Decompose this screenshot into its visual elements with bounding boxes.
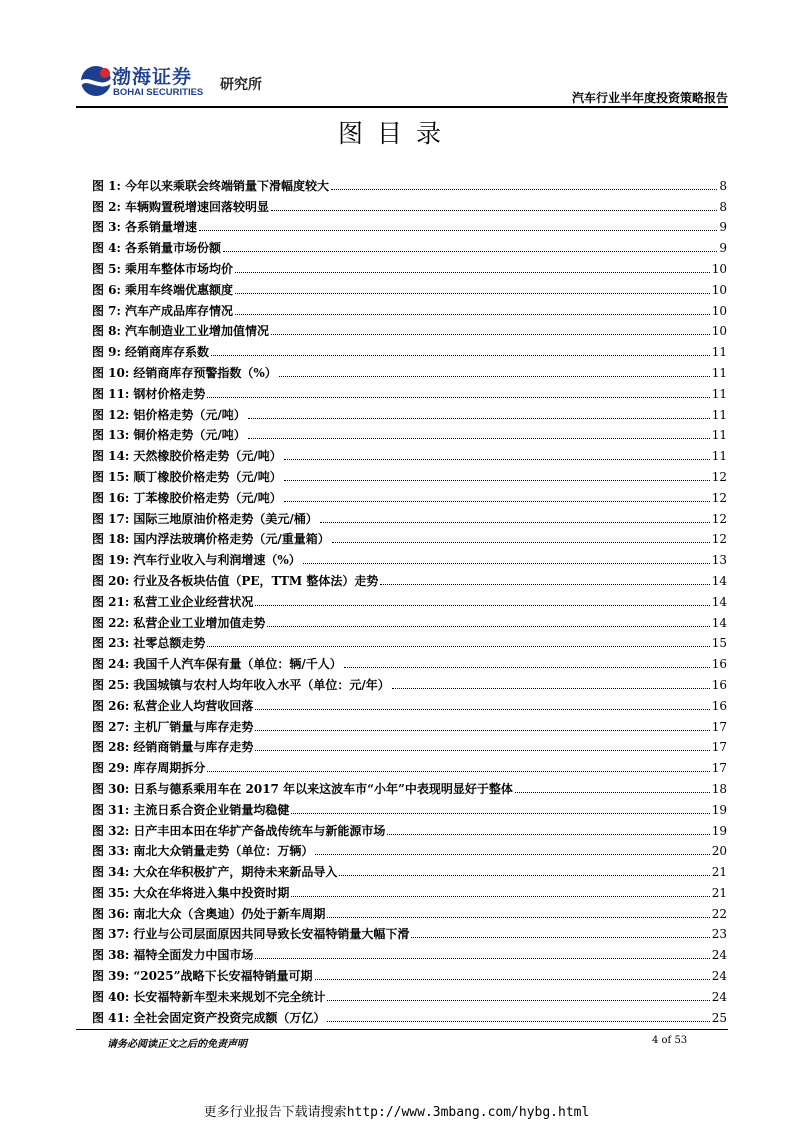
toc-entry[interactable] (92, 650, 727, 671)
toc-leader-dots (387, 834, 709, 835)
toc-page-number: 16 (711, 657, 727, 672)
toc-figure-title: 顺丁橡胶价格走势（元/吨） (133, 469, 282, 484)
toc-entry[interactable] (92, 359, 727, 380)
toc-figure-label: 图 15: (92, 469, 130, 484)
toc-figure-title: 南北大众（含奥迪）仍处于新车周期 (133, 906, 326, 921)
toc-entry[interactable] (92, 318, 727, 339)
toc-page-number: 25 (711, 1010, 727, 1025)
toc-figure-label: 图 40: (92, 989, 130, 1004)
promo-link[interactable]: http://www.3mbang.com/hybg.html (346, 1105, 590, 1120)
promo-text: 更多行业报告下载请搜索 (203, 1105, 347, 1120)
toc-figure-label: 图 13: (92, 428, 130, 443)
toc-leader-dots (339, 875, 709, 876)
logo-chinese-name: 渤海证券 (112, 66, 193, 88)
toc-entry[interactable] (92, 172, 727, 193)
toc-figure-title: 各系销量增速 (124, 220, 197, 235)
toc-figure-label: 图 33: (92, 844, 130, 859)
toc-leader-dots (255, 730, 709, 731)
toc-figure-title: 各系销量市场份额 (124, 241, 221, 256)
toc-page-number: 11 (711, 345, 727, 360)
toc-figure-title: 丁苯橡胶价格走势（元/吨） (133, 490, 282, 505)
toc-page-number: 12 (711, 511, 727, 526)
toc-figure-title: 今年以来乘联会终端销量下滑幅度较大 (124, 178, 329, 193)
toc-page-number: 11 (711, 386, 727, 401)
toc-figure-title: 经销商库存预警指数（%） (133, 365, 277, 380)
toc-entry[interactable] (92, 380, 727, 401)
toc-figure-title: 我国城镇与农村人均年收入水平（单位：元/年） (133, 677, 390, 692)
toc-entry[interactable] (92, 879, 727, 900)
toc-leader-dots (327, 1000, 709, 1001)
toc-entry[interactable] (92, 442, 727, 463)
toc-figure-title: 大众在华将进入集中投资时期 (133, 885, 290, 900)
toc-figure-label: 图 11: (92, 386, 130, 401)
toc-leader-dots (223, 251, 717, 252)
toc-entry[interactable] (92, 526, 727, 547)
toc-figure-title: 铜价格走势（元/吨） (133, 428, 246, 443)
toc-page-number: 17 (711, 761, 727, 776)
toc-entry[interactable] (92, 900, 727, 921)
toc-figure-title: 铝价格走势（元/吨） (133, 407, 246, 422)
toc-page-number: 12 (711, 532, 727, 547)
toc-figure-title: 日产丰田本田在华扩产备战传统车与新能源市场 (133, 823, 386, 838)
toc-page-number: 21 (711, 885, 727, 900)
toc-leader-dots (303, 563, 710, 564)
toc-entry[interactable] (92, 671, 727, 692)
toc-figure-label: 图 31: (92, 802, 130, 817)
toc-entry[interactable] (92, 941, 727, 962)
toc-page-number: 23 (711, 927, 727, 942)
toc-entry[interactable] (92, 692, 727, 713)
toc-figure-title: 私营企业工业增加值走势 (133, 615, 266, 630)
toc-figure-label: 图 21: (92, 594, 130, 609)
toc-leader-dots (284, 459, 710, 460)
toc-leader-dots (255, 750, 709, 751)
toc-leader-dots (207, 771, 709, 772)
toc-page-number: 10 (711, 303, 727, 318)
toc-leader-dots (411, 937, 709, 938)
toc-figure-title: 钢材价格走势 (133, 386, 206, 401)
toc-figure-label: 图 26: (92, 698, 130, 713)
toc-page-number: 24 (711, 969, 727, 984)
toc-figure-label: 图 32: (92, 823, 130, 838)
toc-leader-dots (235, 314, 710, 315)
toc-figure-title: 乘用车终端优惠额度 (124, 282, 233, 297)
toc-entry[interactable] (92, 214, 727, 235)
toc-figure-label: 图 23: (92, 636, 130, 651)
toc-entry[interactable] (92, 276, 727, 297)
toc-figure-label: 图 18: (92, 532, 130, 547)
toc-leader-dots (235, 293, 710, 294)
toc-figure-label: 图 27: (92, 719, 130, 734)
promo-banner (0, 1101, 793, 1120)
toc-entry[interactable] (92, 484, 727, 505)
logo-english-name: BOHAI SECURITIES (113, 87, 204, 98)
toc-figure-label: 图 16: (92, 490, 130, 505)
toc-figure-title: 私营工业企业经营状况 (133, 594, 254, 609)
toc-figure-label: 图 30: (92, 781, 130, 796)
toc-figure-label: 图 35: (92, 885, 130, 900)
toc-leader-dots (235, 272, 710, 273)
toc-figure-title: 主机厂销量与库存走势 (133, 719, 254, 734)
toc-figure-title: 我国千人汽车保有量（单位：辆/千人） (133, 657, 342, 672)
toc-figure-title: 天然橡胶价格走势（元/吨） (133, 449, 282, 464)
page-number: 4 of 53 (652, 1035, 688, 1046)
toc-entry[interactable] (92, 921, 727, 942)
toc-leader-dots (255, 958, 709, 959)
toc-figure-label: 图 7: (92, 303, 121, 318)
toc-page-number: 14 (711, 594, 727, 609)
toc-figure-title: 私营企业人均营收回落 (133, 698, 254, 713)
toc-page-number: 21 (711, 865, 727, 880)
toc-figure-label: 图 36: (92, 906, 130, 921)
toc-page-number: 19 (711, 802, 727, 817)
toc-figure-title: 行业与公司层面原因共同导致长安福特销量大幅下滑 (133, 927, 410, 942)
toc-page-number: 9 (719, 220, 727, 235)
toc-leader-dots (515, 792, 710, 793)
bohai-logo-icon (76, 60, 116, 100)
toc-page-number: 17 (711, 740, 727, 755)
toc-leader-dots (248, 438, 710, 439)
toc-figure-title: 南北大众销量走势（单位：万辆） (133, 844, 314, 859)
toc-page-number: 11 (711, 365, 727, 380)
toc-leader-dots (315, 854, 709, 855)
toc-page-number: 12 (711, 490, 727, 505)
toc-figure-label: 图 3: (92, 220, 121, 235)
toc-page-number: 11 (711, 449, 727, 464)
logo-unit-name: 研究所 (220, 77, 262, 93)
toc-entry[interactable] (92, 567, 727, 588)
toc-entry[interactable] (92, 734, 727, 755)
toc-figure-label: 图 24: (92, 657, 130, 672)
toc-entry[interactable] (92, 713, 727, 734)
toc-page-number: 14 (711, 615, 727, 630)
toc-figure-label: 图 10: (92, 365, 130, 380)
toc-figure-label: 图 41: (92, 1010, 130, 1025)
toc-page-number: 10 (711, 261, 727, 276)
toc-leader-dots (271, 334, 710, 335)
toc-figure-title: 长安福特新车型未来规划不完全统计 (133, 989, 326, 1004)
toc-figure-title: 国际三地原油价格走势（美元/桶） (133, 511, 318, 526)
toc-leader-dots (211, 355, 710, 356)
toc-figure-label: 图 19: (92, 553, 130, 568)
toc-page-number: 8 (719, 199, 727, 214)
toc-leader-dots (380, 584, 709, 585)
toc-figure-label: 图 14: (92, 449, 130, 464)
toc-entry[interactable] (92, 609, 727, 630)
toc-figure-title: 库存周期拆分 (133, 761, 206, 776)
toc-figure-title: 汽车行业收入与利润增速（%） (133, 553, 301, 568)
toc-entry[interactable] (92, 588, 727, 609)
toc-page-number: 11 (711, 428, 727, 443)
toc-leader-dots (327, 917, 709, 918)
toc-entry[interactable] (92, 858, 727, 879)
toc-figure-label: 图 34: (92, 865, 130, 880)
toc-leader-dots (284, 501, 710, 502)
toc-figure-label: 图 37: (92, 927, 130, 942)
toc-page-number: 18 (711, 781, 727, 796)
toc-leader-dots (320, 522, 710, 523)
page-title: 图目录 (337, 119, 455, 148)
toc-entry[interactable] (92, 193, 727, 214)
toc-figure-title: 经销商库存系数 (124, 345, 209, 360)
toc-figure-label: 图 5: (92, 261, 121, 276)
header-divider (76, 106, 728, 108)
toc-leader-dots (248, 418, 710, 419)
toc-figure-label: 图 29: (92, 761, 130, 776)
toc-page-number: 20 (711, 844, 727, 859)
toc-page-number: 16 (711, 677, 727, 692)
toc-figure-label: 图 17: (92, 511, 130, 526)
toc-page-number: 24 (711, 989, 727, 1004)
toc-leader-dots (284, 480, 710, 481)
toc-figure-label: 图 9: (92, 345, 121, 360)
toc-entry[interactable] (92, 546, 727, 567)
toc-leader-dots (255, 605, 709, 606)
toc-page-number: 15 (711, 636, 727, 651)
toc-page-number: 22 (711, 906, 727, 921)
toc-entry[interactable] (92, 817, 727, 838)
toc-page-number: 17 (711, 719, 727, 734)
toc-figure-label: 图 25: (92, 677, 130, 692)
toc-entry[interactable] (92, 255, 727, 276)
toc-figure-title: 行业及各板块估值（PE，TTM 整体法）走势 (133, 573, 379, 588)
toc-figure-label: 图 4: (92, 241, 121, 256)
toc-figure-label: 图 1: (92, 178, 121, 193)
toc-leader-dots (255, 709, 709, 710)
toc-leader-dots (331, 189, 717, 190)
toc-entry[interactable] (92, 338, 727, 359)
toc-page-number: 19 (711, 823, 727, 838)
toc-page-number: 10 (711, 282, 727, 297)
toc-entry[interactable] (92, 838, 727, 859)
toc-page-number: 12 (711, 469, 727, 484)
toc-entry[interactable] (92, 754, 727, 775)
toc-leader-dots (207, 646, 709, 647)
toc-page-number: 10 (711, 324, 727, 339)
toc-figure-title: 乘用车整体市场均价 (124, 261, 233, 276)
toc-figure-label: 图 28: (92, 740, 130, 755)
toc-figure-title: “2025”战略下长安福特销量可期 (133, 969, 313, 984)
toc-page-number: 16 (711, 698, 727, 713)
report-title: 汽车行业半年度投资策略报告 (571, 91, 728, 105)
toc-entry[interactable] (92, 401, 727, 422)
figure-table-of-contents (92, 172, 727, 1025)
toc-figure-label: 图 8: (92, 324, 121, 339)
toc-figure-title: 经销商销量与库存走势 (133, 740, 254, 755)
toc-page-number: 11 (711, 407, 727, 422)
toc-entry[interactable] (92, 297, 727, 318)
toc-figure-title: 全社会固定资产投资完成额（万亿） (133, 1010, 326, 1025)
company-logo (76, 60, 276, 102)
toc-leader-dots (327, 1021, 709, 1022)
toc-page-number: 13 (711, 553, 727, 568)
toc-figure-label: 图 39: (92, 969, 130, 984)
toc-figure-title: 福特全面发力中国市场 (133, 948, 254, 963)
toc-entry[interactable] (92, 1004, 727, 1025)
toc-page-number: 24 (711, 948, 727, 963)
toc-figure-label: 图 6: (92, 282, 121, 297)
toc-entry[interactable] (92, 983, 727, 1004)
toc-entry[interactable] (92, 463, 727, 484)
toc-entry[interactable] (92, 422, 727, 443)
toc-leader-dots (271, 210, 717, 211)
toc-entry[interactable] (92, 630, 727, 651)
toc-page-number: 9 (719, 241, 727, 256)
toc-leader-dots (207, 397, 709, 398)
toc-leader-dots (267, 626, 709, 627)
toc-figure-label: 图 20: (92, 573, 130, 588)
toc-figure-title: 国内浮法玻璃价格走势（元/重量箱） (133, 532, 330, 547)
toc-leader-dots (332, 542, 710, 543)
toc-leader-dots (315, 979, 710, 980)
toc-entry[interactable] (92, 796, 727, 817)
toc-entry[interactable] (92, 234, 727, 255)
toc-entry[interactable] (92, 775, 727, 796)
toc-leader-dots (291, 813, 709, 814)
toc-figure-label: 图 38: (92, 948, 130, 963)
toc-figure-title: 日系与德系乘用车在 2017 年以来这波车市“小年”中表现明显好于整体 (133, 781, 513, 796)
toc-page-number: 8 (719, 178, 727, 193)
toc-figure-label: 图 12: (92, 407, 130, 422)
toc-figure-title: 社零总额走势 (133, 636, 206, 651)
toc-page-number: 14 (711, 573, 727, 588)
toc-figure-title: 主流日系合资企业销量均稳健 (133, 802, 290, 817)
toc-leader-dots (392, 688, 710, 689)
toc-figure-title: 汽车产成品库存情况 (124, 303, 233, 318)
toc-entry[interactable] (92, 505, 727, 526)
disclaimer-note: 请务必阅读正文之后的免责声明 (107, 1039, 247, 1050)
toc-leader-dots (279, 376, 710, 377)
toc-figure-title: 车辆购置税增速回落较明显 (124, 199, 269, 214)
toc-figure-label: 图 2: (92, 199, 121, 214)
toc-figure-label: 图 22: (92, 615, 130, 630)
toc-figure-title: 大众在华积极扩产，期待未来新品导入 (133, 865, 338, 880)
footer-divider (76, 1029, 728, 1030)
toc-entry[interactable] (92, 962, 727, 983)
toc-leader-dots (291, 896, 709, 897)
toc-leader-dots (344, 667, 710, 668)
toc-figure-title: 汽车制造业工业增加值情况 (124, 324, 269, 339)
toc-leader-dots (199, 230, 717, 231)
